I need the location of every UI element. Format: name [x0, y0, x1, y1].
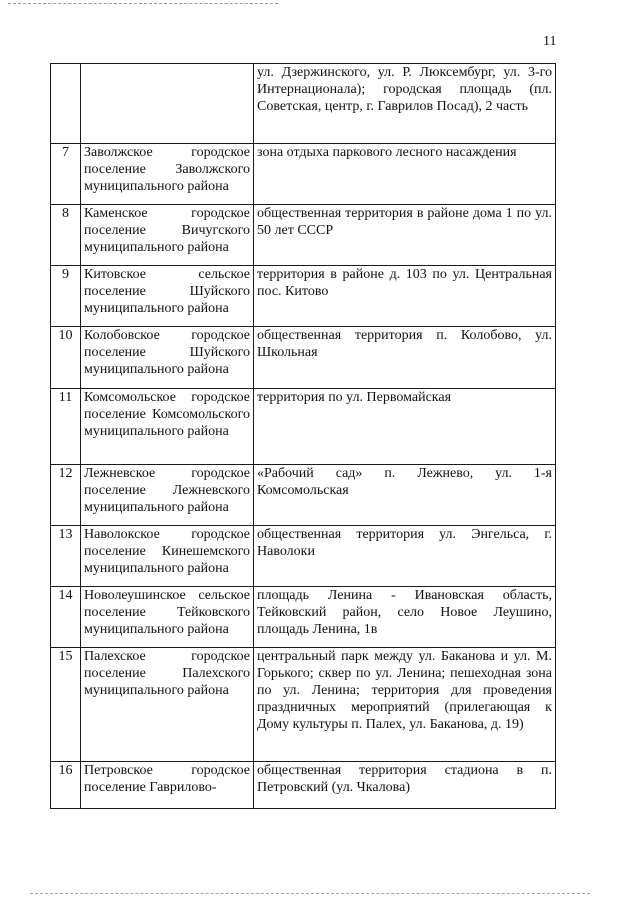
settlement-name: Наволокское городское поселение Кинешемского муниципального района [81, 526, 254, 587]
territory-description: площадь Ленина - Ивановская область, Тейковский район, село Новое Леушино, площадь Ленина, 1в [254, 587, 556, 648]
settlement-name: Заволжское городское поселение Заволжского муниципального района [81, 144, 254, 205]
table-row [51, 762, 556, 809]
settlement-name: Комсомольское городское поселение Комсомольского муниципального района [81, 389, 254, 465]
row-number [51, 64, 81, 144]
settlement-name: Колобовское городское поселение Шуйского муниципального района [81, 327, 254, 389]
table-row [51, 465, 556, 526]
table-row [51, 205, 556, 266]
scan-artifact-bottom [30, 893, 590, 896]
territory-description: общественная территория стадиона в п. Петровский (ул. Чкалова) [254, 762, 556, 809]
settlement-name: Новолеушинское сельское поселение Тейковского муниципального района [81, 587, 254, 648]
territory-description: зона отдыха паркового лесного насаждения [254, 144, 556, 205]
settlement-name: Палехское городское поселение Палехского муниципального района [81, 648, 254, 762]
page-number: 11 [543, 34, 557, 49]
territory-description: ул. Дзержинского, ул. Р. Люксембург, ул. 3-го Интернационала); городская площадь (пл. Советская, центр, г. Гаврилов Посад), 2 часть [254, 64, 556, 144]
table-row [51, 266, 556, 327]
territories-table [50, 63, 556, 809]
territory-description: территория в районе д. 103 по ул. Центральная пос. Китово [254, 266, 556, 327]
table-row [51, 144, 556, 205]
territory-description: общественная территория ул. Энгельса, г. Наволоки [254, 526, 556, 587]
row-number: 9 [51, 266, 81, 327]
settlement-name: Каменское городское поселение Вичугского муниципального района [81, 205, 254, 266]
table-row [51, 389, 556, 465]
row-number: 14 [51, 587, 81, 648]
row-number: 12 [51, 465, 81, 526]
table-row [51, 526, 556, 587]
territory-description: общественная территория п. Колобово, ул. Школьная [254, 327, 556, 389]
table-row [51, 587, 556, 648]
territory-description: «Рабочий сад» п. Лежнево, ул. 1-я Комсомольская [254, 465, 556, 526]
row-number: 16 [51, 762, 81, 809]
territory-description: территория по ул. Первомайская [254, 389, 556, 465]
settlement-name: Лежневское городское поселение Лежневского муниципального района [81, 465, 254, 526]
table-row [51, 327, 556, 389]
settlement-name [81, 64, 254, 144]
row-number: 7 [51, 144, 81, 205]
territory-description: общественная территория в районе дома 1 по ул. 50 лет СССР [254, 205, 556, 266]
table-row [51, 64, 556, 144]
row-number: 13 [51, 526, 81, 587]
settlement-name: Китовское сельское поселение Шуйского муниципального района [81, 266, 254, 327]
row-number: 15 [51, 648, 81, 762]
scan-artifact-top [8, 3, 278, 6]
table-row [51, 648, 556, 762]
row-number: 10 [51, 327, 81, 389]
row-number: 8 [51, 205, 81, 266]
settlement-name: Петровское городское поселение Гаврилово- [81, 762, 254, 809]
row-number: 11 [51, 389, 81, 465]
territory-description: центральный парк между ул. Баканова и ул. М. Горького; сквер по ул. Ленина; пешеходная зона по ул. Ленина; территория для проведения праздничных мероприятий (прилегающая к Дому культуры п. Палех, ул. Баканова, д. 19) [254, 648, 556, 762]
